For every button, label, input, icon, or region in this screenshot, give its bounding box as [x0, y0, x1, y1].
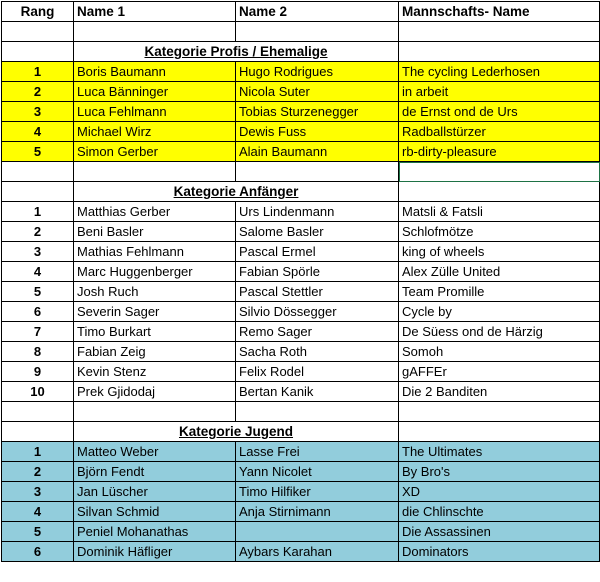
team-cell[interactable]: By Bro's — [399, 462, 600, 482]
name1-cell[interactable]: Matthias Gerber — [74, 202, 236, 222]
empty-cell[interactable] — [2, 162, 74, 182]
table-row — [2, 102, 600, 122]
rank-cell[interactable]: 8 — [2, 342, 74, 362]
name1-cell[interactable]: Luca Fehlmann — [74, 102, 236, 122]
name2-cell[interactable]: Lasse Frei — [236, 442, 399, 462]
rank-cell[interactable]: 3 — [2, 482, 74, 502]
name2-cell[interactable]: Nicola Suter — [236, 82, 399, 102]
empty-row — [2, 402, 600, 422]
table-row — [2, 382, 600, 402]
team-cell[interactable]: Die Assassinen — [399, 522, 600, 542]
rank-cell[interactable]: 10 — [2, 382, 74, 402]
header-name2[interactable]: Name 2 — [236, 2, 399, 22]
empty-cell[interactable] — [2, 22, 74, 42]
name1-cell[interactable]: Boris Baumann — [74, 62, 236, 82]
ranking-table — [1, 1, 600, 562]
ranking-sheet — [1, 1, 599, 562]
category-row — [2, 422, 600, 442]
team-cell[interactable]: Cycle by — [399, 302, 600, 322]
rank-cell[interactable]: 4 — [2, 122, 74, 142]
empty-cell[interactable] — [399, 162, 600, 182]
table-row — [2, 122, 600, 142]
table-row — [2, 522, 600, 542]
team-cell[interactable]: XD — [399, 482, 600, 502]
rank-cell[interactable]: 9 — [2, 362, 74, 382]
name2-cell[interactable]: Anja Stirnimann — [236, 502, 399, 522]
name1-cell[interactable]: Matteo Weber — [74, 442, 236, 462]
rank-cell[interactable]: 2 — [2, 462, 74, 482]
rank-cell[interactable]: 4 — [2, 262, 74, 282]
rank-cell[interactable]: 4 — [2, 502, 74, 522]
empty-cell[interactable] — [74, 162, 236, 182]
name1-cell[interactable]: Peniel Mohanathas — [74, 522, 236, 542]
rank-cell[interactable]: 5 — [2, 142, 74, 162]
empty-cell[interactable] — [74, 402, 236, 422]
rank-cell[interactable]: 1 — [2, 62, 74, 82]
name1-cell[interactable]: Kevin Stenz — [74, 362, 236, 382]
category-spacer[interactable] — [399, 422, 600, 442]
team-cell[interactable]: die Chlinschte — [399, 502, 600, 522]
name2-cell[interactable]: Tobias Sturzenegger — [236, 102, 399, 122]
team-cell[interactable]: Alex Zülle United — [399, 262, 600, 282]
empty-cell[interactable] — [236, 22, 399, 42]
name2-cell[interactable]: Salome Basler — [236, 222, 399, 242]
team-cell[interactable]: Dominators — [399, 542, 600, 562]
name1-cell[interactable]: Silvan Schmid — [74, 502, 236, 522]
name2-cell[interactable]: Dewis Fuss — [236, 122, 399, 142]
team-cell[interactable]: Matsli & Fatsli — [399, 202, 600, 222]
name1-cell[interactable]: Mathias Fehlmann — [74, 242, 236, 262]
name2-cell[interactable]: Sacha Roth — [236, 342, 399, 362]
name1-cell[interactable]: Josh Ruch — [74, 282, 236, 302]
rank-cell[interactable]: 6 — [2, 302, 74, 322]
name1-cell[interactable]: Jan Lüscher — [74, 482, 236, 502]
name2-cell[interactable]: Urs Lindenmann — [236, 202, 399, 222]
category-title[interactable]: Kategorie Profis / Ehemalige — [74, 42, 399, 62]
empty-cell[interactable] — [74, 22, 236, 42]
team-cell[interactable]: The Ultimates — [399, 442, 600, 462]
header-name1[interactable]: Name 1 — [74, 2, 236, 22]
table-row — [2, 82, 600, 102]
team-cell[interactable]: Somoh — [399, 342, 600, 362]
team-cell[interactable]: Radballstürzer — [399, 122, 600, 142]
name2-cell[interactable]: Felix Rodel — [236, 362, 399, 382]
name2-cell[interactable]: Hugo Rodrigues — [236, 62, 399, 82]
category-spacer[interactable] — [2, 42, 74, 62]
team-cell[interactable]: De Süess ond de Härzig — [399, 322, 600, 342]
table-row — [2, 282, 600, 302]
table-row — [2, 302, 600, 322]
rank-cell[interactable]: 1 — [2, 202, 74, 222]
rank-cell[interactable]: 7 — [2, 322, 74, 342]
name2-cell[interactable]: Bertan Kanik — [236, 382, 399, 402]
empty-row — [2, 162, 600, 182]
table-row — [2, 262, 600, 282]
category-spacer[interactable] — [2, 422, 74, 442]
name2-cell[interactable] — [236, 522, 399, 542]
name1-cell[interactable]: Luca Bänninger — [74, 82, 236, 102]
rank-cell[interactable]: 6 — [2, 542, 74, 562]
team-cell[interactable]: king of wheels — [399, 242, 600, 262]
table-row — [2, 342, 600, 362]
rank-cell[interactable]: 2 — [2, 222, 74, 242]
name2-cell[interactable]: Pascal Stettler — [236, 282, 399, 302]
category-spacer[interactable] — [399, 42, 600, 62]
name2-cell[interactable]: Aybars Karahan — [236, 542, 399, 562]
table-row — [2, 322, 600, 342]
name1-cell[interactable]: Marc Huggenberger — [74, 262, 236, 282]
table-row — [2, 222, 600, 242]
table-row — [2, 62, 600, 82]
name1-cell[interactable]: Michael Wirz — [74, 122, 236, 142]
empty-cell[interactable] — [2, 402, 74, 422]
category-row — [2, 42, 600, 62]
header-row — [2, 2, 600, 22]
team-cell[interactable]: gAFFEr — [399, 362, 600, 382]
name1-cell[interactable]: Beni Basler — [74, 222, 236, 242]
name1-cell[interactable]: Björn Fendt — [74, 462, 236, 482]
table-body — [2, 22, 600, 562]
table-row — [2, 462, 600, 482]
empty-cell[interactable] — [399, 22, 600, 42]
rank-cell[interactable]: 2 — [2, 82, 74, 102]
name2-cell[interactable]: Yann Nicolet — [236, 462, 399, 482]
table-row — [2, 542, 600, 562]
name1-cell[interactable]: Fabian Zeig — [74, 342, 236, 362]
category-row — [2, 182, 600, 202]
rank-cell[interactable]: 5 — [2, 522, 74, 542]
name2-cell[interactable]: Fabian Spörle — [236, 262, 399, 282]
name2-cell[interactable]: Timo Hilfiker — [236, 482, 399, 502]
team-cell[interactable]: in arbeit — [399, 82, 600, 102]
team-cell[interactable]: Schlofmötze — [399, 222, 600, 242]
name2-cell[interactable]: Remo Sager — [236, 322, 399, 342]
table-row — [2, 242, 600, 262]
name1-cell[interactable]: Timo Burkart — [74, 322, 236, 342]
name2-cell[interactable]: Silvio Dössegger — [236, 302, 399, 322]
team-cell[interactable]: de Ernst ond de Urs — [399, 102, 600, 122]
name1-cell[interactable]: Dominik Häfliger — [74, 542, 236, 562]
empty-row — [2, 22, 600, 42]
table-row — [2, 502, 600, 522]
name2-cell[interactable]: Alain Baumann — [236, 142, 399, 162]
table-row — [2, 362, 600, 382]
team-cell[interactable]: Die 2 Banditen — [399, 382, 600, 402]
empty-cell[interactable] — [236, 162, 399, 182]
category-title[interactable]: Kategorie Jugend — [74, 422, 399, 442]
table-row — [2, 442, 600, 462]
table-row — [2, 202, 600, 222]
team-cell[interactable]: The cycling Lederhosen — [399, 62, 600, 82]
empty-cell[interactable] — [399, 402, 600, 422]
table-row — [2, 142, 600, 162]
team-cell[interactable]: rb-dirty-pleasure — [399, 142, 600, 162]
empty-cell[interactable] — [236, 402, 399, 422]
header-team[interactable]: Mannschafts- Name — [399, 2, 600, 22]
name1-cell[interactable]: Simon Gerber — [74, 142, 236, 162]
header-rank[interactable]: Rang — [2, 2, 74, 22]
team-cell[interactable]: Team Promille — [399, 282, 600, 302]
rank-cell[interactable]: 3 — [2, 102, 74, 122]
table-row — [2, 482, 600, 502]
rank-cell[interactable]: 3 — [2, 242, 74, 262]
category-title[interactable]: Kategorie Anfänger — [74, 182, 399, 202]
name1-cell[interactable]: Prek Gjidodaj — [74, 382, 236, 402]
rank-cell[interactable]: 1 — [2, 442, 74, 462]
rank-cell[interactable]: 5 — [2, 282, 74, 302]
name2-cell[interactable]: Pascal Ermel — [236, 242, 399, 262]
name1-cell[interactable]: Severin Sager — [74, 302, 236, 322]
category-spacer[interactable] — [2, 182, 74, 202]
category-spacer[interactable] — [399, 182, 600, 202]
